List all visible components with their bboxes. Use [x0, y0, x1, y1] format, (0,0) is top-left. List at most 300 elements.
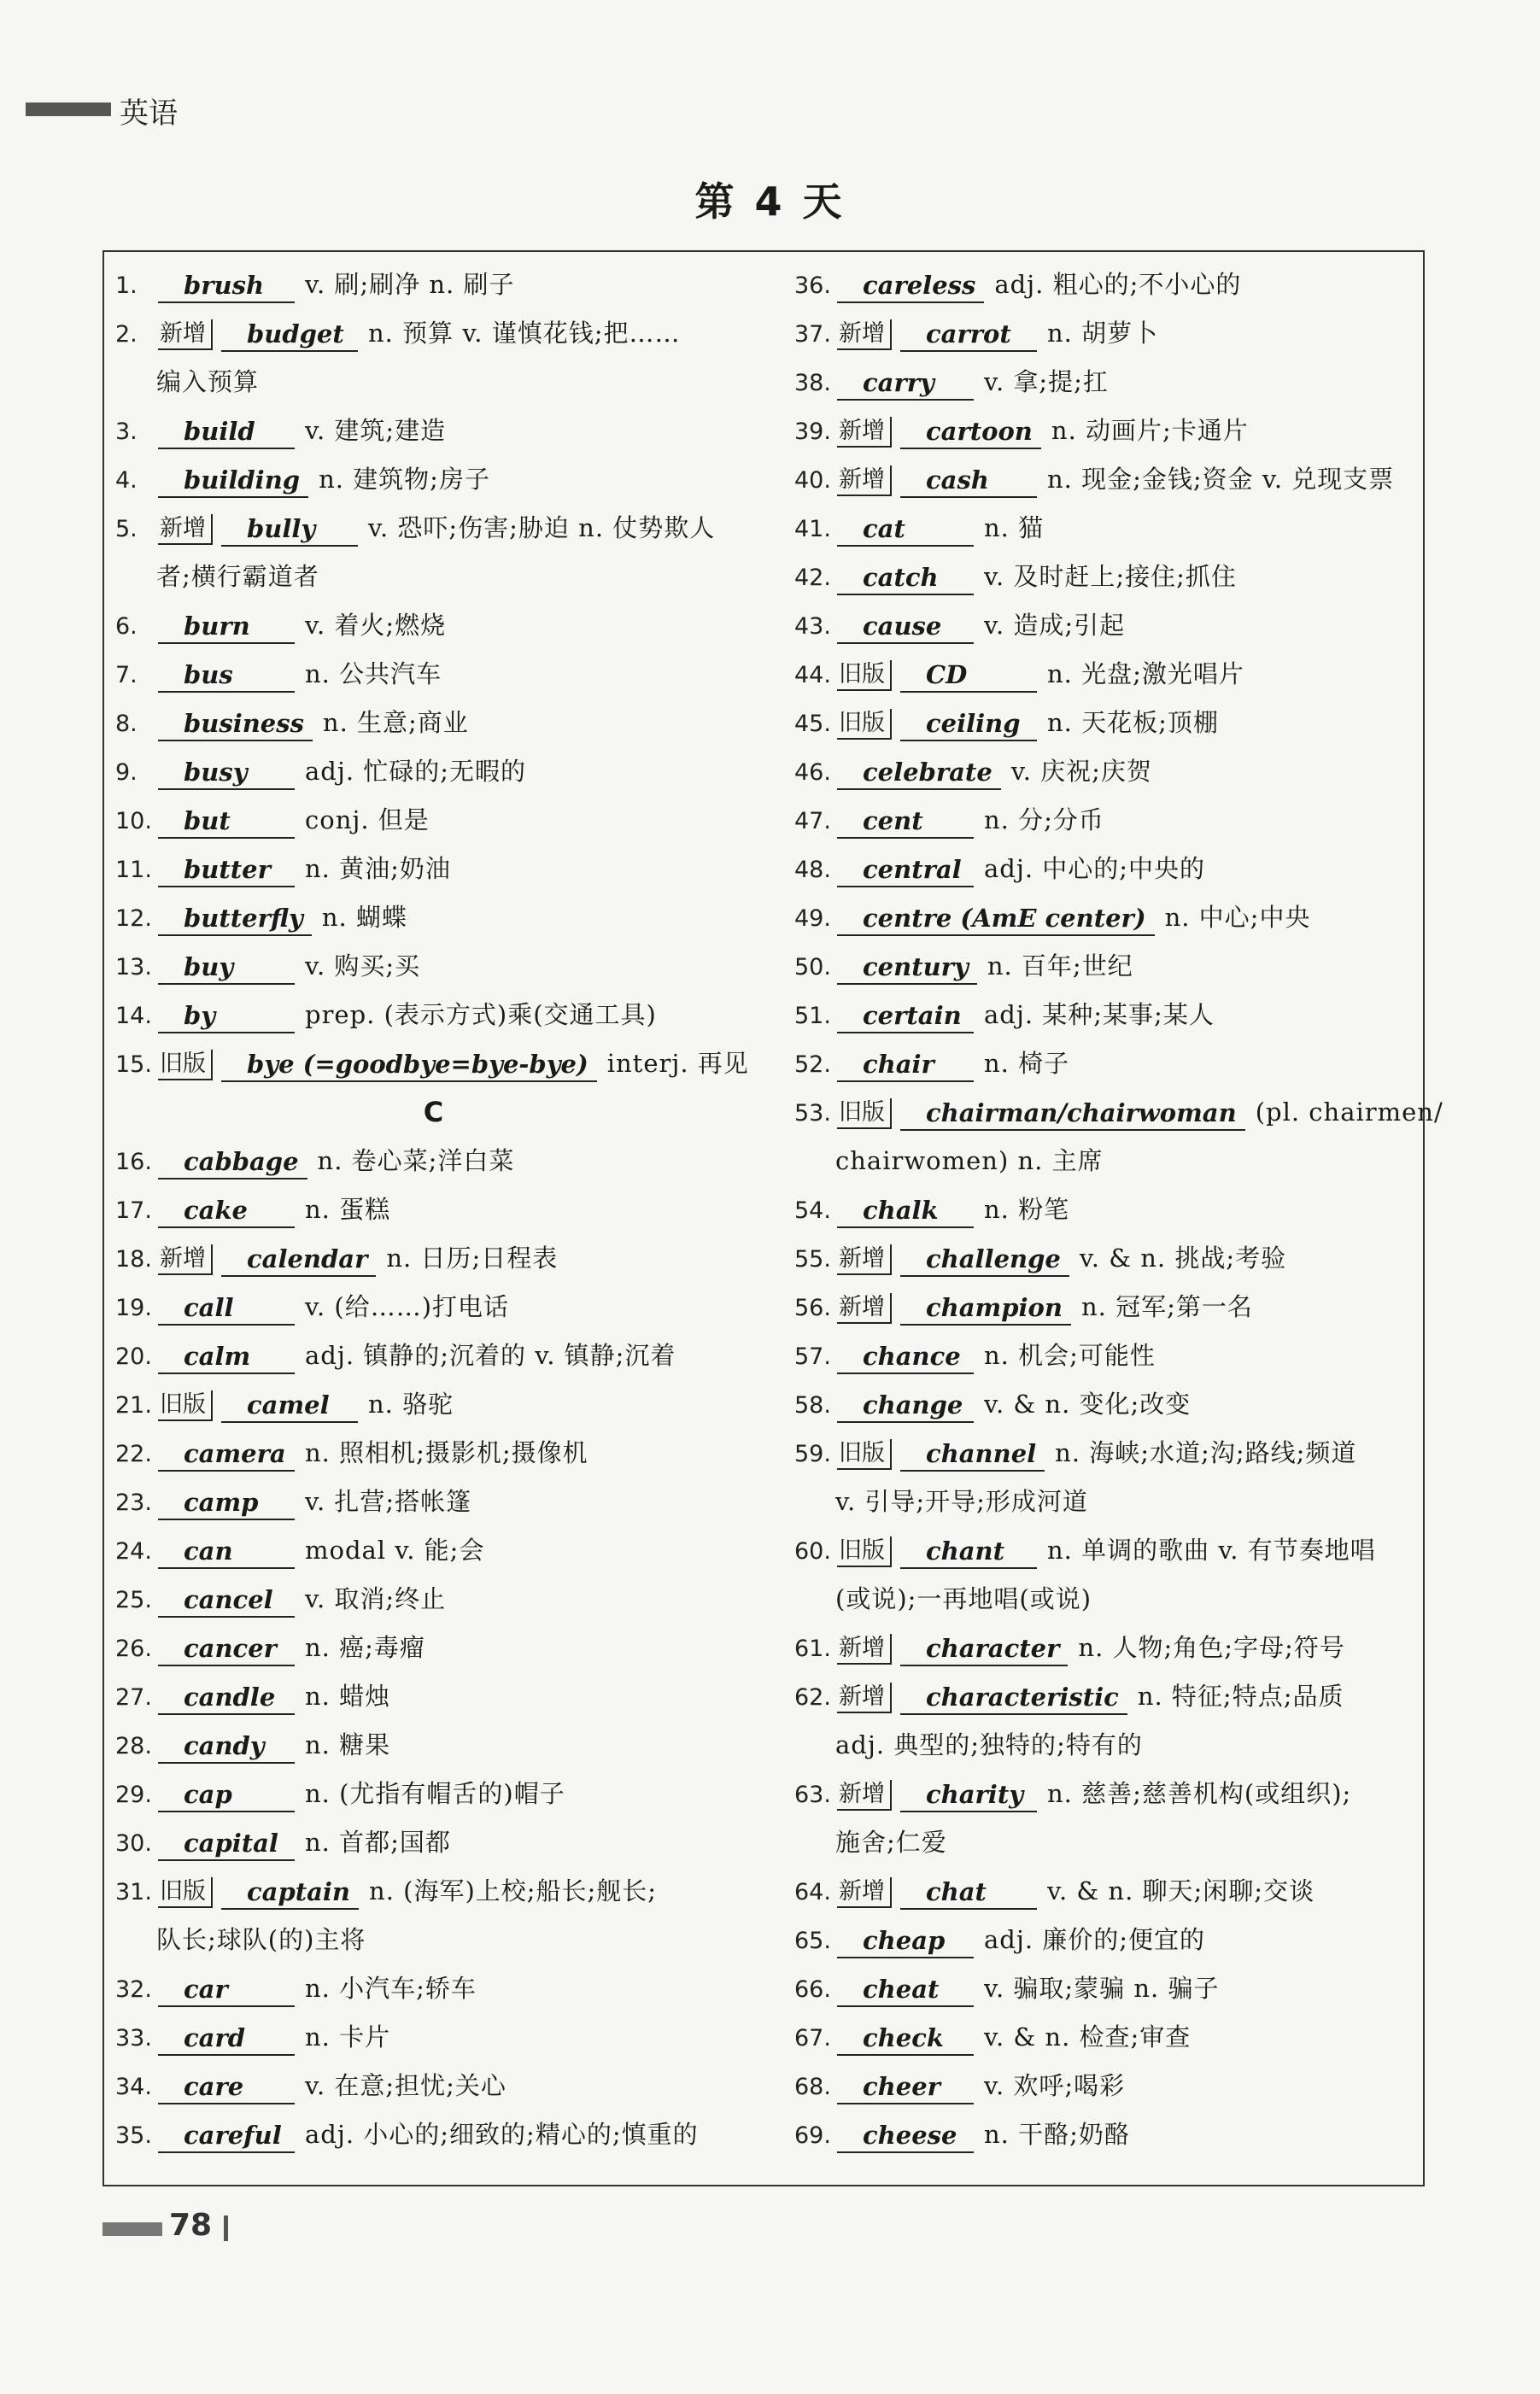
vocab-entry [115, 1039, 752, 1088]
entry-definition: n. 单调的歌曲 v. 有节奏地唱 [1047, 1536, 1376, 1565]
vocab-entry [115, 2110, 752, 2159]
entry-word: calm [184, 1341, 251, 1371]
entry-number: 41. [794, 516, 831, 542]
entry-number: 10. [115, 808, 152, 834]
entry-word: charity [926, 1779, 1024, 1809]
entry-number: 25. [115, 1587, 152, 1613]
vocab-entry [115, 1624, 752, 1672]
entry-word: camera [184, 1438, 286, 1468]
entry-word-blank [221, 513, 358, 547]
entry-number: 33. [115, 2025, 152, 2052]
vocab-entry [115, 1526, 752, 1575]
entry-word: cheer [863, 2071, 940, 2101]
entry-number: 43. [794, 613, 831, 640]
entry-word-blank [900, 319, 1037, 352]
entry-word-blank [158, 757, 295, 790]
entry-word-blank [158, 1195, 295, 1228]
vocab-entry [115, 1818, 752, 1867]
vocab-entry [115, 796, 752, 845]
vocab-entry [115, 1137, 752, 1185]
entry-word-blank [900, 1779, 1037, 1812]
vocab-entry [794, 1526, 1422, 1575]
entry-number: 63. [794, 1782, 831, 1808]
vocab-entry [115, 601, 752, 650]
vocab-entry [115, 1672, 752, 1721]
entry-word-blank [221, 1390, 358, 1423]
entry-word: cent [863, 805, 923, 835]
entry-word: champion [926, 1292, 1063, 1322]
vocab-entry [115, 504, 752, 553]
vocab-entry [115, 1964, 752, 2013]
entry-tag: 新增 [837, 465, 892, 496]
entry-word: call [184, 1292, 234, 1322]
entry-word: cat [863, 513, 905, 543]
entry-number: 50. [794, 954, 831, 980]
entry-tag: 旧版 [837, 1439, 892, 1470]
entry-word-blank [158, 2022, 295, 2056]
entry-definition: v. 刷;刷净 n. 刷子 [305, 270, 515, 299]
entry-continuation [794, 1478, 1422, 1526]
entry-number: 12. [115, 905, 152, 932]
vocab-entry [794, 1234, 1422, 1283]
entry-number: 54. [794, 1197, 831, 1224]
entry-continuation [115, 1916, 752, 1964]
entry-number: 15. [115, 1051, 152, 1078]
entry-word-blank [158, 659, 295, 693]
entry-number: 35. [115, 2122, 152, 2149]
entry-definition: n. 人物;角色;字母;符号 [1078, 1633, 1345, 1662]
entry-definition: n. 首都;国都 [305, 1828, 451, 1857]
vocab-entry [115, 407, 752, 455]
entry-number: 69. [794, 2122, 831, 2149]
entry-word-blank [837, 2120, 974, 2153]
entry-definition: v. 取消;终止 [305, 1584, 447, 1613]
vocab-entry [115, 1770, 752, 1818]
entry-definition: n. 冠军;第一名 [1080, 1292, 1253, 1321]
entry-word-blank [158, 1487, 295, 1520]
entry-word: careful [184, 2120, 282, 2150]
entry-definition: v. 着火;燃烧 [305, 611, 447, 640]
entry-word-blank [900, 1438, 1045, 1472]
entry-continuation [794, 1137, 1422, 1185]
entry-word-blank [900, 1682, 1127, 1715]
vocab-entry [115, 1721, 752, 1770]
entry-word-blank [158, 1146, 307, 1179]
entry-definition: n. 特征;特点;品质 [1137, 1682, 1344, 1711]
entry-definition: n. 蝴蝶 [321, 903, 407, 932]
vocab-entry [115, 1867, 752, 1916]
vocab-entry [115, 260, 752, 309]
vocab-entry [794, 1380, 1422, 1429]
entry-word-blank [158, 1292, 295, 1326]
entry-tag: 旧版 [837, 1536, 892, 1567]
entry-word: chat [926, 1876, 987, 1906]
entry-word-blank [837, 951, 977, 985]
entry-word-blank [837, 757, 1001, 790]
vocab-entry [794, 991, 1422, 1039]
entry-word: cabbage [184, 1146, 299, 1176]
entry-word: change [863, 1390, 963, 1419]
entry-word-blank [158, 1536, 295, 1569]
entry-definition: n. 分;分币 [984, 805, 1104, 834]
entry-continuation [794, 1575, 1422, 1624]
entry-word: captain [247, 1876, 351, 1906]
entry-word: chalk [863, 1195, 939, 1225]
entry-word: character [926, 1633, 1060, 1663]
entry-definition: v. 及时赶上;接住;抓住 [984, 562, 1237, 591]
entry-word: cancel [184, 1584, 273, 1614]
entry-number: 8. [115, 711, 138, 737]
entry-word-blank [837, 1925, 974, 1958]
entry-number: 57. [794, 1343, 831, 1370]
entry-definition: conj. 但是 [305, 805, 430, 834]
vocab-entry [794, 1283, 1422, 1332]
entry-word: chant [926, 1536, 1005, 1566]
vocab-entry [115, 1380, 752, 1429]
entry-word-blank [158, 1633, 295, 1666]
entry-number: 45. [794, 711, 831, 737]
vocab-entry [794, 942, 1422, 991]
entry-word: build [184, 416, 255, 446]
entry-word: can [184, 1536, 233, 1566]
entry-definition: n. 日历;日程表 [386, 1244, 559, 1273]
entry-word-blank [158, 611, 295, 644]
page-title: 第 4 天 [694, 179, 846, 225]
entry-word-blank [221, 319, 358, 352]
entry-number: 13. [115, 954, 152, 980]
entry-number: 21. [115, 1392, 152, 1419]
entry-tag: 旧版 [837, 1098, 892, 1129]
entry-number: 28. [115, 1733, 152, 1759]
entry-definition: v. 扎营;搭帐篷 [305, 1487, 472, 1516]
footer-tick [224, 2215, 228, 2241]
entry-tag: 新增 [837, 1244, 892, 1275]
entry-tag: 新增 [837, 1877, 892, 1908]
page-number: 78 [169, 2208, 213, 2243]
entry-number: 17. [115, 1197, 152, 1224]
entry-definition: n. 机会;可能性 [984, 1341, 1156, 1370]
entry-word-blank [900, 1292, 1071, 1326]
entry-number: 65. [794, 1928, 831, 1954]
entry-word: century [863, 951, 969, 981]
entry-number: 51. [794, 1003, 831, 1029]
entry-word: cancer [184, 1633, 277, 1663]
entry-number: 16. [115, 1149, 152, 1175]
entry-number: 22. [115, 1441, 152, 1467]
entry-continuation [794, 1721, 1422, 1770]
entry-word-blank [837, 854, 974, 887]
entry-number: 9. [115, 759, 138, 786]
entry-number: 18. [115, 1246, 152, 1273]
vocab-entry [794, 1964, 1422, 2013]
entry-word: characteristic [926, 1682, 1119, 1712]
entry-word: calendar [247, 1244, 368, 1273]
entry-definition: n. 小汽车;轿车 [305, 1974, 477, 2003]
entry-word: candle [184, 1682, 276, 1712]
entry-definition: n. 生意;商业 [322, 708, 469, 737]
entry-word-blank [158, 1584, 295, 1618]
entry-word: budget [247, 319, 344, 348]
entry-definition: n. 动画片;卡通片 [1051, 416, 1249, 445]
entry-word: bully [247, 513, 316, 543]
entry-word: cheese [863, 2120, 957, 2150]
entry-definition: prep. (表示方式)乘(交通工具) [305, 1000, 657, 1029]
vocab-entry [115, 2062, 752, 2110]
vocab-column-left [115, 260, 752, 2159]
entry-definition: v. 在意;担忧;关心 [305, 2071, 507, 2100]
entry-definition: n. 蜡烛 [305, 1682, 391, 1711]
entry-word: brush [184, 270, 265, 300]
entry-word-blank [900, 1097, 1245, 1131]
entry-definition: n. 建筑物;房子 [319, 465, 490, 494]
entry-number: 49. [794, 905, 831, 932]
entry-definition: 队长;球队(的)主将 [156, 1925, 366, 1954]
entry-number: 30. [115, 1830, 152, 1857]
entry-definition: v. & n. 检查;审查 [984, 2022, 1192, 2052]
entry-word: centre (AmE center) [863, 903, 1146, 933]
entry-definition: v. 恐吓;伤害;胁迫 n. 仗势欺人 [368, 513, 716, 542]
entry-word-blank [158, 1730, 295, 1764]
entry-number: 61. [794, 1636, 831, 1662]
entry-word-blank [158, 1341, 295, 1374]
vocab-entry [115, 309, 752, 358]
entry-word: challenge [926, 1244, 1061, 1273]
entry-number: 27. [115, 1684, 152, 1711]
entry-word-blank [837, 270, 984, 303]
vocab-entry [794, 1624, 1422, 1672]
entry-number: 55. [794, 1246, 831, 1273]
entry-number: 32. [115, 1976, 152, 2003]
entry-number: 64. [794, 1879, 831, 1905]
entry-word: butter [184, 854, 271, 884]
entry-tag: 旧版 [158, 1877, 213, 1908]
entry-definition: n. 骆驼 [368, 1390, 454, 1419]
entry-word: cap [184, 1779, 232, 1809]
entry-word-blank [158, 708, 313, 741]
entry-definition: v. & n. 挑战;考验 [1079, 1244, 1287, 1273]
entry-word-blank [158, 270, 295, 303]
vocab-entry [794, 1429, 1422, 1478]
entry-number: 5. [115, 516, 138, 542]
entry-word-blank [158, 951, 295, 985]
entry-word-blank [837, 513, 974, 547]
entry-word-blank [158, 1438, 295, 1472]
entry-definition: v. 骗取;蒙骗 n. 骗子 [984, 1974, 1220, 2003]
entry-word-blank [158, 465, 308, 498]
vocab-entry [794, 1770, 1422, 1818]
vocab-entry [794, 650, 1422, 699]
entry-continuation [115, 358, 752, 407]
entry-word: CD [926, 659, 968, 689]
entry-number: 40. [794, 467, 831, 494]
entry-word-blank [837, 1000, 974, 1033]
entry-tag: 新增 [837, 1683, 892, 1713]
entry-word-blank [837, 2071, 974, 2104]
entry-word-blank [837, 903, 1155, 936]
entry-definition: n. 中心;中央 [1164, 903, 1311, 932]
entry-continuation [115, 553, 752, 601]
entry-definition: adj. 中心的;中央的 [984, 854, 1206, 883]
entry-word: car [184, 1974, 228, 2004]
vocab-entry [794, 1185, 1422, 1234]
entry-number: 23. [115, 1490, 152, 1516]
entry-definition: n. 粉笔 [984, 1195, 1070, 1224]
entry-word-blank [900, 1244, 1069, 1277]
entry-number: 58. [794, 1392, 831, 1419]
entry-definition: 者;横行霸道者 [156, 562, 319, 591]
entry-number: 39. [794, 419, 831, 445]
entry-definition: adj. 某种;某事;某人 [984, 1000, 1215, 1029]
entry-number: 56. [794, 1295, 831, 1321]
entry-word: bye (=goodbye=bye-bye) [247, 1049, 588, 1079]
entry-word-blank [221, 1049, 597, 1082]
entry-continuation [794, 1818, 1422, 1867]
entry-definition: v. 欢呼;喝彩 [984, 2071, 1126, 2100]
entry-number: 60. [794, 1538, 831, 1565]
entry-definition: adj. 忙碌的;无暇的 [305, 757, 527, 786]
entry-definition: n. (海军)上校;船长;舰长; [369, 1876, 658, 1905]
vocab-entry [115, 747, 752, 796]
entry-tag: 旧版 [158, 1050, 213, 1080]
entry-word: celebrate [863, 757, 993, 787]
entry-word-blank [837, 1974, 974, 2007]
vocab-entry [115, 991, 752, 1039]
vocab-entry [115, 455, 752, 504]
entry-word: burn [184, 611, 250, 641]
entry-definition: n. 百年;世纪 [987, 951, 1133, 980]
entry-number: 38. [794, 370, 831, 396]
entry-word: camp [184, 1487, 259, 1517]
entry-number: 2. [115, 321, 138, 348]
vocab-entry [115, 1478, 752, 1526]
entry-word: bus [184, 659, 233, 689]
entry-tag: 新增 [837, 1634, 892, 1665]
entry-word: certain [863, 1000, 962, 1030]
vocab-entry [794, 553, 1422, 601]
entry-word: cheap [863, 1925, 946, 1955]
vocab-column-right [794, 260, 1443, 2159]
entry-word: carrot [926, 319, 1011, 348]
entry-definition: n. 现金;金钱;资金 v. 兑现支票 [1047, 465, 1395, 494]
entry-tag: 新增 [837, 1780, 892, 1811]
vocab-entry [794, 2110, 1422, 2159]
vocab-entry [115, 1185, 752, 1234]
entry-word-blank [837, 562, 974, 595]
entry-word-blank [837, 1049, 974, 1082]
entry-word-blank [900, 659, 1037, 693]
entry-definition: n. 慈善;慈善机构(或组织); [1047, 1779, 1352, 1808]
entry-number: 34. [115, 2074, 152, 2100]
vocab-entry [115, 1429, 752, 1478]
entry-word: channel [926, 1438, 1037, 1468]
vocab-entry [794, 699, 1422, 747]
entry-tag: 新增 [837, 417, 892, 448]
entry-word: check [863, 2022, 944, 2052]
entry-definition: n. 天花板;顶棚 [1047, 708, 1219, 737]
entry-word: candy [184, 1730, 265, 1760]
entry-number: 24. [115, 1538, 152, 1565]
entry-definition: v. 拿;提;扛 [984, 367, 1109, 396]
entry-definition: n. 照相机;摄影机;摄像机 [305, 1438, 588, 1467]
entry-number: 29. [115, 1782, 152, 1808]
entry-word-blank [158, 1828, 295, 1861]
entry-definition: chairwomen) n. 主席 [835, 1146, 1104, 1175]
entry-tag: 旧版 [837, 709, 892, 740]
vocab-entry [115, 893, 752, 942]
entry-definition: (pl. chairmen/ [1255, 1097, 1443, 1127]
entry-word: butterfly [184, 903, 303, 933]
entry-definition: interj. 再见 [606, 1049, 749, 1078]
entry-word-blank [837, 805, 974, 839]
entry-word: carry [863, 367, 934, 397]
vocab-entry [794, 407, 1422, 455]
vocab-entry [794, 1672, 1422, 1721]
header-subject: 英语 [120, 97, 178, 131]
entry-tag: 新增 [158, 514, 213, 545]
vocab-entry [794, 601, 1422, 650]
vocab-entry [115, 1234, 752, 1283]
entry-word: chair [863, 1049, 934, 1079]
entry-definition: adj. 镇静的;沉着的 v. 镇静;沉着 [305, 1341, 676, 1370]
entry-definition: v. (给……)打电话 [305, 1292, 510, 1321]
entry-word-blank [158, 1682, 295, 1715]
vocab-entry [794, 845, 1422, 893]
entry-number: 4. [115, 467, 138, 494]
entry-word-blank [158, 416, 295, 449]
entry-word: cash [926, 465, 989, 495]
vocab-entry [115, 845, 752, 893]
entry-number: 46. [794, 759, 831, 786]
entry-word: cartoon [926, 416, 1033, 446]
vocab-entry [794, 747, 1422, 796]
entry-number: 36. [794, 272, 831, 299]
entry-word-blank [158, 2120, 295, 2153]
vocab-entry [115, 942, 752, 991]
entry-number: 47. [794, 808, 831, 834]
entry-word-blank [900, 1633, 1068, 1666]
entry-definition: n. (尤指有帽舌的)帽子 [305, 1779, 565, 1808]
entry-word-blank [837, 367, 974, 401]
entry-definition: n. 椅子 [984, 1049, 1070, 1078]
entry-number: 6. [115, 613, 138, 640]
entry-number: 59. [794, 1441, 831, 1467]
entry-word-blank [900, 465, 1037, 498]
entry-word-blank [900, 1536, 1037, 1569]
vocab-entry [794, 1867, 1422, 1916]
entry-tag: 新增 [158, 1244, 213, 1275]
entry-definition: adj. 典型的;独特的;特有的 [835, 1730, 1143, 1759]
vocab-entry [794, 309, 1422, 358]
entry-definition: n. 预算 v. 谨慎花钱;把…… [368, 319, 681, 348]
entry-word: by [184, 1000, 216, 1030]
entry-word-blank [158, 1000, 295, 1033]
vocab-entry [794, 455, 1422, 504]
vocab-entry [794, 1088, 1443, 1137]
vocab-entry [115, 650, 752, 699]
entry-number: 42. [794, 565, 831, 591]
entry-definition: n. 糖果 [305, 1730, 391, 1759]
section-letter: C [423, 1096, 444, 1128]
entry-definition: modal v. 能;会 [305, 1536, 485, 1565]
vocab-entry [115, 699, 752, 747]
entry-definition: n. 黄油;奶油 [305, 854, 451, 883]
entry-definition: v. 造成;引起 [984, 611, 1126, 640]
entry-number: 31. [115, 1879, 152, 1905]
vocab-entry [794, 1039, 1422, 1088]
entry-definition: 编入预算 [156, 367, 260, 396]
entry-number: 14. [115, 1003, 152, 1029]
entry-word-blank [158, 903, 312, 936]
